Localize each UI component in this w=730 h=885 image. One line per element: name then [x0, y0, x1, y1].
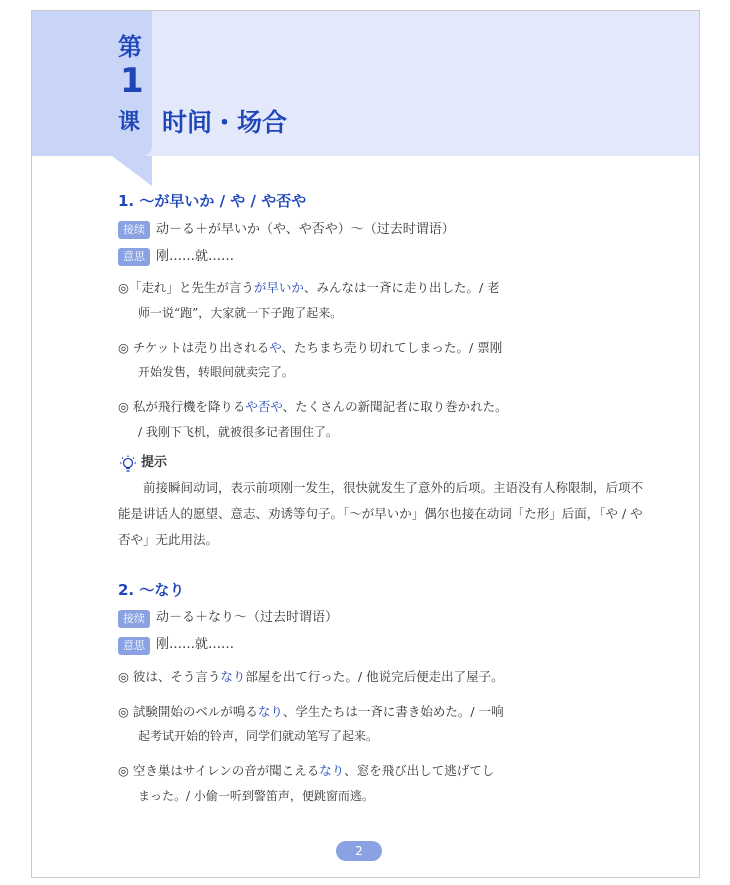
lesson-title: 时间・场合 — [162, 108, 288, 137]
example-translation: まった。/ 小偷一听到警笛声，便跳窗而逃。 — [138, 788, 374, 803]
example-text: 、みんなは一斉に走り出した。/ 老 — [303, 280, 500, 296]
section-1-meaning — [118, 248, 648, 267]
page-number: 2 — [336, 841, 382, 861]
tip-text: 前接瞬间动词，表示前项刚一发生，很快就发生了意外的后项。主语没有人称限制，后项不能是讲话人的愿望、意志、劝诱等句子。「～が早いか」偶尔也接在动词「た形」后面，「や / や否や」无此用法。 — [118, 479, 644, 548]
example-1-3 — [118, 394, 648, 444]
example-highlight: が早いか — [253, 280, 304, 296]
example-text: ◎ 試験開始のベルが鳴る — [118, 703, 258, 719]
example-highlight: なり — [319, 762, 345, 778]
section-1-connect — [118, 221, 648, 240]
example-2-1 — [118, 664, 648, 690]
example-highlight: なり — [220, 669, 246, 685]
example-translation: / 我刚下飞机，就被很多记者围住了。 — [138, 424, 338, 439]
meaning-tag: 意思 — [118, 248, 150, 266]
connect-tag: 接续 — [118, 221, 150, 239]
connect-tag: 接续 — [118, 610, 150, 628]
example-text: 、窓を飛び出して逃げてし — [344, 762, 495, 778]
meaning-tag: 意思 — [118, 637, 150, 655]
example-highlight: や否や — [245, 398, 283, 414]
example-2-2 — [118, 699, 648, 749]
tab-fold — [112, 156, 152, 186]
tip-title: 提示 — [141, 455, 168, 471]
example-translation: 师一说“跑”，大家就一下子跑了起来。 — [138, 306, 343, 321]
example-text: 、学生たちは一斉に書き始めた。/ 一响 — [282, 703, 504, 719]
example-text: 、たくさんの新聞記者に取り巻かれた。 — [282, 398, 508, 414]
connect-text: 动－る＋なり～（过去时谓语） — [156, 610, 339, 626]
example-1-1 — [118, 275, 648, 325]
section-2-title: 2. ～なり — [118, 580, 185, 599]
lesson-word-top: 第 — [118, 33, 142, 61]
tip-header — [118, 454, 648, 473]
example-2-3 — [118, 758, 648, 808]
meaning-text: 刚……就…… — [156, 637, 235, 653]
example-text: ◎ チケットは売り出される — [118, 339, 270, 355]
section-2-meaning — [118, 636, 648, 655]
page — [31, 10, 700, 878]
example-text: 、たちまち売り切れてしまった。/ 票刚 — [281, 339, 503, 355]
example-text: ◎「走れ」と先生が言う — [118, 280, 254, 296]
connect-text: 动－る＋が早いか（や、や否や）～（过去时谓语） — [156, 221, 455, 237]
lesson-word-bottom: 课 — [118, 110, 141, 135]
example-translation: 起考试开始的铃声，同学们就动笔写了起来。 — [138, 729, 379, 744]
example-text: ◎ 私が飛行機を降りる — [118, 398, 246, 414]
content — [118, 191, 648, 808]
lightbulb-icon — [118, 455, 138, 473]
section-2-connect — [118, 609, 648, 628]
example-text: ◎ 彼は、そう言う — [118, 669, 221, 685]
example-translation: 开始发售，转眼间就卖完了。 — [138, 365, 295, 380]
lesson-number: 1 — [120, 61, 144, 101]
example-highlight: や — [269, 339, 282, 355]
example-highlight: なり — [257, 703, 283, 719]
example-1-2 — [118, 335, 648, 385]
meaning-text: 刚……就…… — [156, 248, 235, 264]
example-text: 部屋を出て行った。/ 他说完后便走出了屋子。 — [245, 669, 504, 685]
example-text: ◎ 空き巣はサイレンの音が聞こえる — [118, 762, 320, 778]
section-1-title: 1. ～が早いか / や / や否や — [118, 192, 307, 210]
